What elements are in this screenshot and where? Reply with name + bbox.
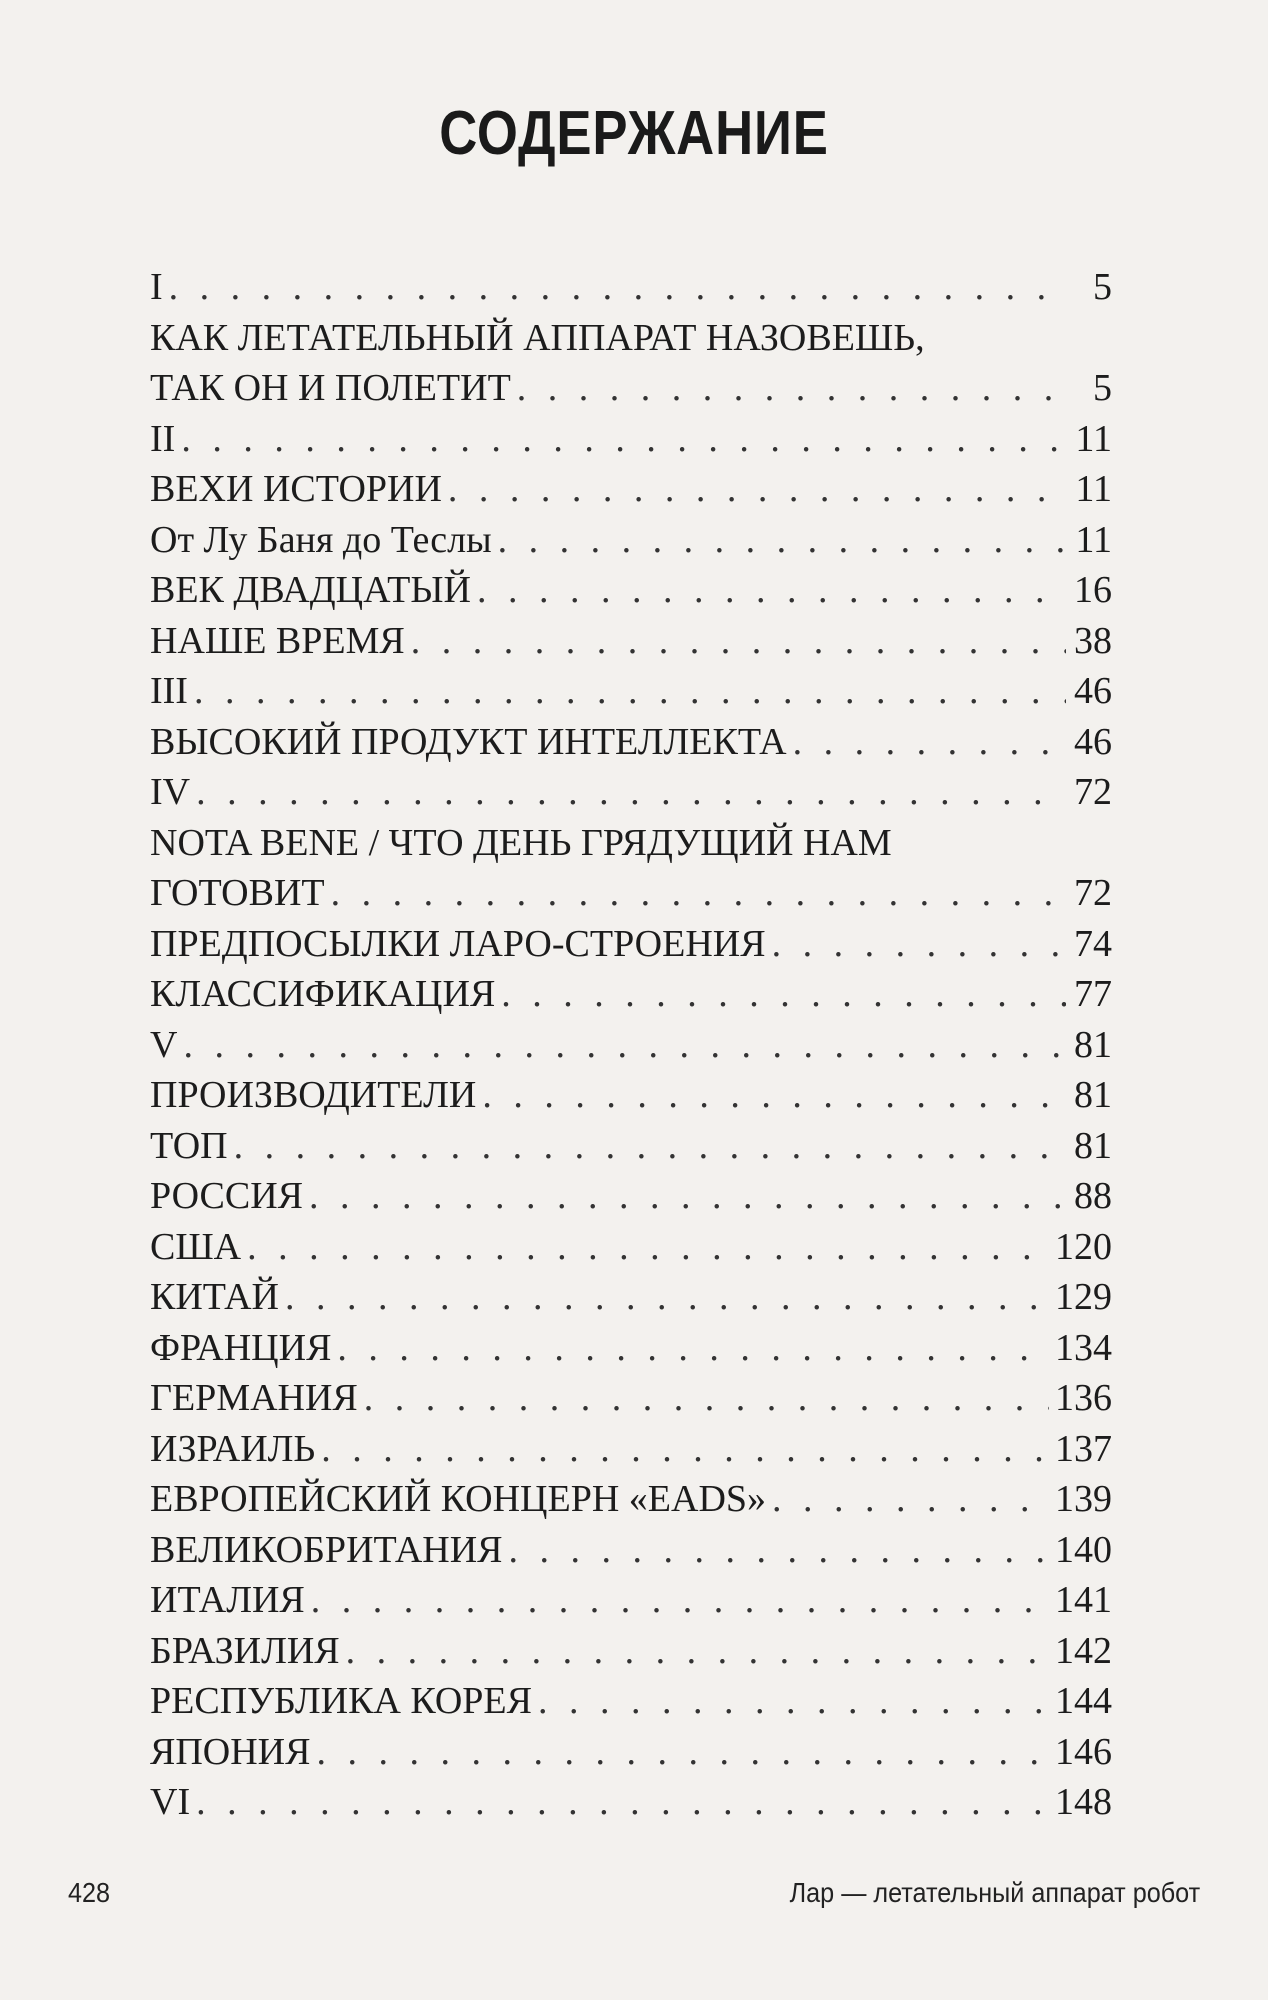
toc-entry-label: ТОП bbox=[150, 1124, 228, 1167]
dot-leader bbox=[316, 1727, 1049, 1778]
dot-leader bbox=[181, 414, 1066, 465]
toc-entry-page: 5 bbox=[1093, 367, 1112, 409]
toc-entry-label: ВЕХИ ИСТОРИИ bbox=[150, 468, 442, 510]
toc-entry bbox=[150, 1474, 1112, 1525]
toc-entry-page: 11 bbox=[1075, 417, 1112, 460]
dot-leader bbox=[793, 717, 1066, 768]
dot-leader bbox=[538, 1676, 1049, 1727]
table-of-contents bbox=[150, 262, 1112, 1828]
toc-entry-label: ИЗРАИЛЬ bbox=[150, 1427, 316, 1470]
toc-entry-label: IV bbox=[150, 771, 191, 813]
toc-entry-page: 16 bbox=[1074, 569, 1112, 611]
toc-entry bbox=[150, 464, 1112, 515]
toc-entry-label: ВЕЛИКОБРИТАНИЯ bbox=[150, 1528, 503, 1571]
toc-entry-page: 129 bbox=[1055, 1276, 1112, 1318]
toc-entry-label: VI bbox=[150, 1781, 191, 1823]
running-title: Лар — летательный аппарат робот bbox=[789, 1877, 1200, 1908]
toc-entry-label: NOTA BENE / ЧТО ДЕНЬ ГРЯДУЩИЙ НАМ bbox=[150, 821, 892, 864]
toc-entry-label: США bbox=[150, 1225, 242, 1268]
toc-entry-label: I bbox=[150, 266, 163, 308]
toc-entry-label: ЯПОНИЯ bbox=[150, 1730, 311, 1773]
toc-entry-label: ГОТОВИТ bbox=[150, 872, 325, 914]
toc-entry-label: КИТАЙ bbox=[150, 1276, 279, 1318]
toc-entry-page: 74 bbox=[1074, 922, 1112, 965]
toc-entry-page: 144 bbox=[1055, 1680, 1112, 1722]
toc-entry bbox=[150, 1323, 1112, 1374]
toc-entry-page: 81 bbox=[1074, 1023, 1112, 1066]
toc-entry bbox=[150, 313, 1112, 364]
toc-entry-label: КАК ЛЕТАТЕЛЬНЫЙ АППАРАТ НАЗОВЕШЬ, bbox=[150, 316, 925, 359]
toc-entry-page: 46 bbox=[1074, 670, 1112, 712]
toc-entry-page: 137 bbox=[1055, 1427, 1112, 1470]
dot-leader bbox=[772, 1474, 1049, 1525]
toc-entry bbox=[150, 767, 1112, 818]
toc-entry-page: 77 bbox=[1074, 973, 1112, 1015]
toc-entry bbox=[150, 1424, 1112, 1475]
toc-entry bbox=[150, 1070, 1112, 1121]
toc-entry-page: 141 bbox=[1055, 1579, 1112, 1621]
toc-entry-page: 72 bbox=[1074, 771, 1112, 813]
page-number: 428 bbox=[68, 1877, 111, 1908]
toc-entry bbox=[150, 1020, 1112, 1071]
toc-entry-page: 11 bbox=[1075, 518, 1112, 561]
dot-leader bbox=[311, 1575, 1049, 1626]
dot-leader bbox=[309, 1171, 1066, 1222]
toc-entry bbox=[150, 1676, 1112, 1727]
toc-entry-label: II bbox=[150, 417, 176, 460]
toc-entry-label: ПРОИЗВОДИТЕЛИ bbox=[150, 1074, 477, 1116]
toc-entry-label: От Лу Баня до Теслы bbox=[150, 518, 492, 561]
toc-entry-label: V bbox=[150, 1023, 178, 1066]
toc-entry-label: ЕВРОПЕЙСКИЙ КОНЦЕРН «EADS» bbox=[150, 1478, 767, 1520]
toc-entry-label: ГЕРМАНИЯ bbox=[150, 1377, 358, 1419]
dot-leader bbox=[196, 767, 1066, 818]
toc-entry bbox=[150, 717, 1112, 768]
toc-entry bbox=[150, 1121, 1112, 1172]
toc-entry-page: 38 bbox=[1074, 619, 1112, 662]
toc-entry-page: 81 bbox=[1074, 1074, 1112, 1116]
dot-leader bbox=[321, 1424, 1049, 1475]
toc-entry bbox=[150, 818, 1112, 869]
toc-entry bbox=[150, 1272, 1112, 1323]
toc-entry bbox=[150, 616, 1112, 667]
toc-entry bbox=[150, 565, 1112, 616]
toc-entry-page: 139 bbox=[1055, 1478, 1112, 1520]
dot-leader bbox=[169, 262, 1066, 313]
toc-entry-label: ИТАЛИЯ bbox=[150, 1579, 305, 1621]
page-title: СОДЕРЖАНИЕ bbox=[439, 99, 829, 168]
toc-entry bbox=[150, 363, 1112, 414]
toc-entry-page: 146 bbox=[1055, 1730, 1112, 1773]
dot-leader bbox=[509, 1525, 1049, 1576]
toc-entry bbox=[150, 1525, 1112, 1576]
dot-leader bbox=[477, 565, 1066, 616]
toc-entry-label: ФРАНЦИЯ bbox=[150, 1326, 332, 1369]
toc-entry bbox=[150, 1373, 1112, 1424]
toc-entry bbox=[150, 1171, 1112, 1222]
dot-leader bbox=[482, 1070, 1066, 1121]
toc-entry-page: 140 bbox=[1055, 1528, 1112, 1571]
toc-entry-label: РОССИЯ bbox=[150, 1175, 303, 1217]
toc-entry-page: 11 bbox=[1075, 468, 1112, 510]
toc-entry-page: 46 bbox=[1074, 720, 1112, 763]
toc-entry bbox=[150, 1575, 1112, 1626]
dot-leader bbox=[411, 616, 1066, 667]
toc-entry-page: 72 bbox=[1074, 872, 1112, 914]
dot-leader bbox=[234, 1121, 1066, 1172]
toc-entry-label: РЕСПУБЛИКА КОРЕЯ bbox=[150, 1680, 532, 1722]
toc-entry bbox=[150, 262, 1112, 313]
toc-entry bbox=[150, 1222, 1112, 1273]
toc-entry bbox=[150, 1777, 1112, 1828]
toc-entry bbox=[150, 515, 1112, 566]
toc-entry-label: ПРЕДПОСЫЛКИ ЛАРО-СТРОЕНИЯ bbox=[150, 922, 766, 965]
dot-leader bbox=[501, 969, 1066, 1020]
toc-entry-page: 81 bbox=[1074, 1124, 1112, 1167]
dot-leader bbox=[331, 868, 1066, 919]
toc-entry-page: 136 bbox=[1055, 1377, 1112, 1419]
toc-entry-label: НАШЕ ВРЕМЯ bbox=[150, 619, 405, 662]
dot-leader bbox=[772, 919, 1066, 970]
dot-leader bbox=[448, 464, 1066, 515]
dot-leader bbox=[337, 1323, 1049, 1374]
dot-leader bbox=[196, 1777, 1049, 1828]
toc-entry bbox=[150, 414, 1112, 465]
dot-leader bbox=[247, 1222, 1049, 1273]
dot-leader bbox=[285, 1272, 1049, 1323]
dot-leader bbox=[364, 1373, 1049, 1424]
dot-leader bbox=[183, 1020, 1066, 1071]
toc-entry-page: 148 bbox=[1055, 1781, 1112, 1823]
dot-leader bbox=[498, 515, 1066, 566]
toc-entry-page: 5 bbox=[1093, 266, 1112, 308]
toc-entry bbox=[150, 969, 1112, 1020]
toc-entry bbox=[150, 666, 1112, 717]
toc-entry bbox=[150, 1626, 1112, 1677]
toc-entry bbox=[150, 1727, 1112, 1778]
toc-entry-page: 120 bbox=[1055, 1225, 1112, 1268]
dot-leader bbox=[517, 363, 1066, 414]
toc-entry-label: ВЫСОКИЙ ПРОДУКТ ИНТЕЛЛЕКТА bbox=[150, 720, 787, 763]
toc-entry-page: 142 bbox=[1055, 1629, 1112, 1672]
toc-entry-page: 88 bbox=[1074, 1175, 1112, 1217]
toc-entry-label: КЛАССИФИКАЦИЯ bbox=[150, 973, 496, 1015]
dot-leader bbox=[346, 1626, 1049, 1677]
toc-entry bbox=[150, 868, 1112, 919]
page-footer bbox=[0, 1877, 1268, 1917]
toc-entry-page: 134 bbox=[1055, 1326, 1112, 1369]
toc-entry-label: ВЕК ДВАДЦАТЫЙ bbox=[150, 569, 471, 611]
toc-entry-label: III bbox=[150, 670, 188, 712]
toc-entry-label: БРАЗИЛИЯ bbox=[150, 1629, 340, 1672]
toc-entry bbox=[150, 919, 1112, 970]
dot-leader bbox=[194, 666, 1066, 717]
toc-entry-label: ТАК ОН И ПОЛЕТИТ bbox=[150, 367, 511, 409]
